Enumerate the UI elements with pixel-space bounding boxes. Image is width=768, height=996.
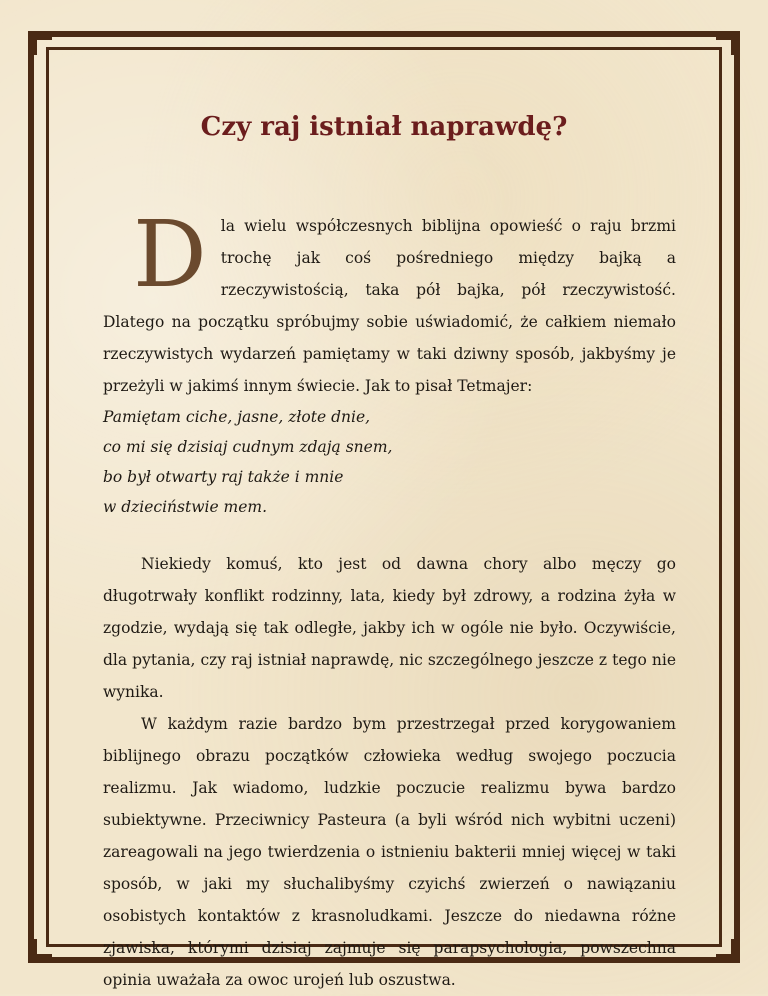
poem-line: w dzieciństwie mem. bbox=[103, 498, 268, 516]
paragraph-spacer bbox=[103, 522, 676, 548]
frame-corner-top-left bbox=[34, 37, 52, 55]
intro-paragraph bbox=[103, 201, 676, 402]
drop-cap: D bbox=[133, 201, 207, 308]
body-paragraph: Niekiedy komuś, kto jest od dawna chory albo męczy go długotrwały konflikt rodzinny, lata, kiedy był zdrowy, a rodzina żyła w zgodzie, wydają się tak odległe, jakby ich w ogóle nie było. Oczywiście, dla pytania, czy raj istniał naprawdę, nic szczególnego jeszcze z tego nie wynika. bbox=[103, 555, 676, 701]
poem-line: Pamiętam ciche, jasne, złote dnie, bbox=[103, 408, 371, 426]
poem-line: co mi się dzisiaj cudnym zdają snem, bbox=[103, 438, 393, 456]
body-paragraph: W każdym razie bardzo bym przestrzegał przed korygowaniem biblijnego obrazu początków człowieka według swojego poczucia realizmu. Jak wiadomo, ludzkie poczucie realizmu bywa bardzo subiektywne. Przeciwnicy Pasteura (a byli wśród nich wybitni uczeni) zareagowali na jego twierdzenia o istnieniu bakterii mniej więcej w taki sposób, w jaki my słuchalibyśmy czyichś zwierzeń o nawiązaniu osobistych kontaktów z krasnoludkami. Jeszcze do niedawna różne zjawiska, którymi dzisiaj zajmuje się parapsychologia, powszechna opinia uważała za owoc urojeń lub oszustwa. bbox=[103, 715, 676, 989]
frame-corner-bottom-left bbox=[34, 939, 52, 957]
page-title: Czy raj istniał naprawdę? bbox=[200, 112, 568, 142]
poem-line: bo był otwarty raj także i mnie bbox=[103, 468, 344, 486]
intro-text: la wielu współczesnych biblijna opowieść o raju brzmi trochę jak coś pośredniego między bajką a rzeczywistością, taka pół bajka, pół rzeczywistość. Dlatego na początku spróbujmy sobie uświadomić, że całkiem niemało rzeczywistych wydarzeń pamiętamy w taki dziwny sposób, jakbyśmy je przeżyli w jakimś innym świecie. Jak to pisał Tetmajer: bbox=[103, 217, 676, 395]
frame-corner-bottom-right bbox=[716, 939, 734, 957]
frame-corner-top-right bbox=[716, 37, 734, 55]
poem-quote bbox=[103, 402, 676, 522]
article-body bbox=[103, 201, 676, 996]
